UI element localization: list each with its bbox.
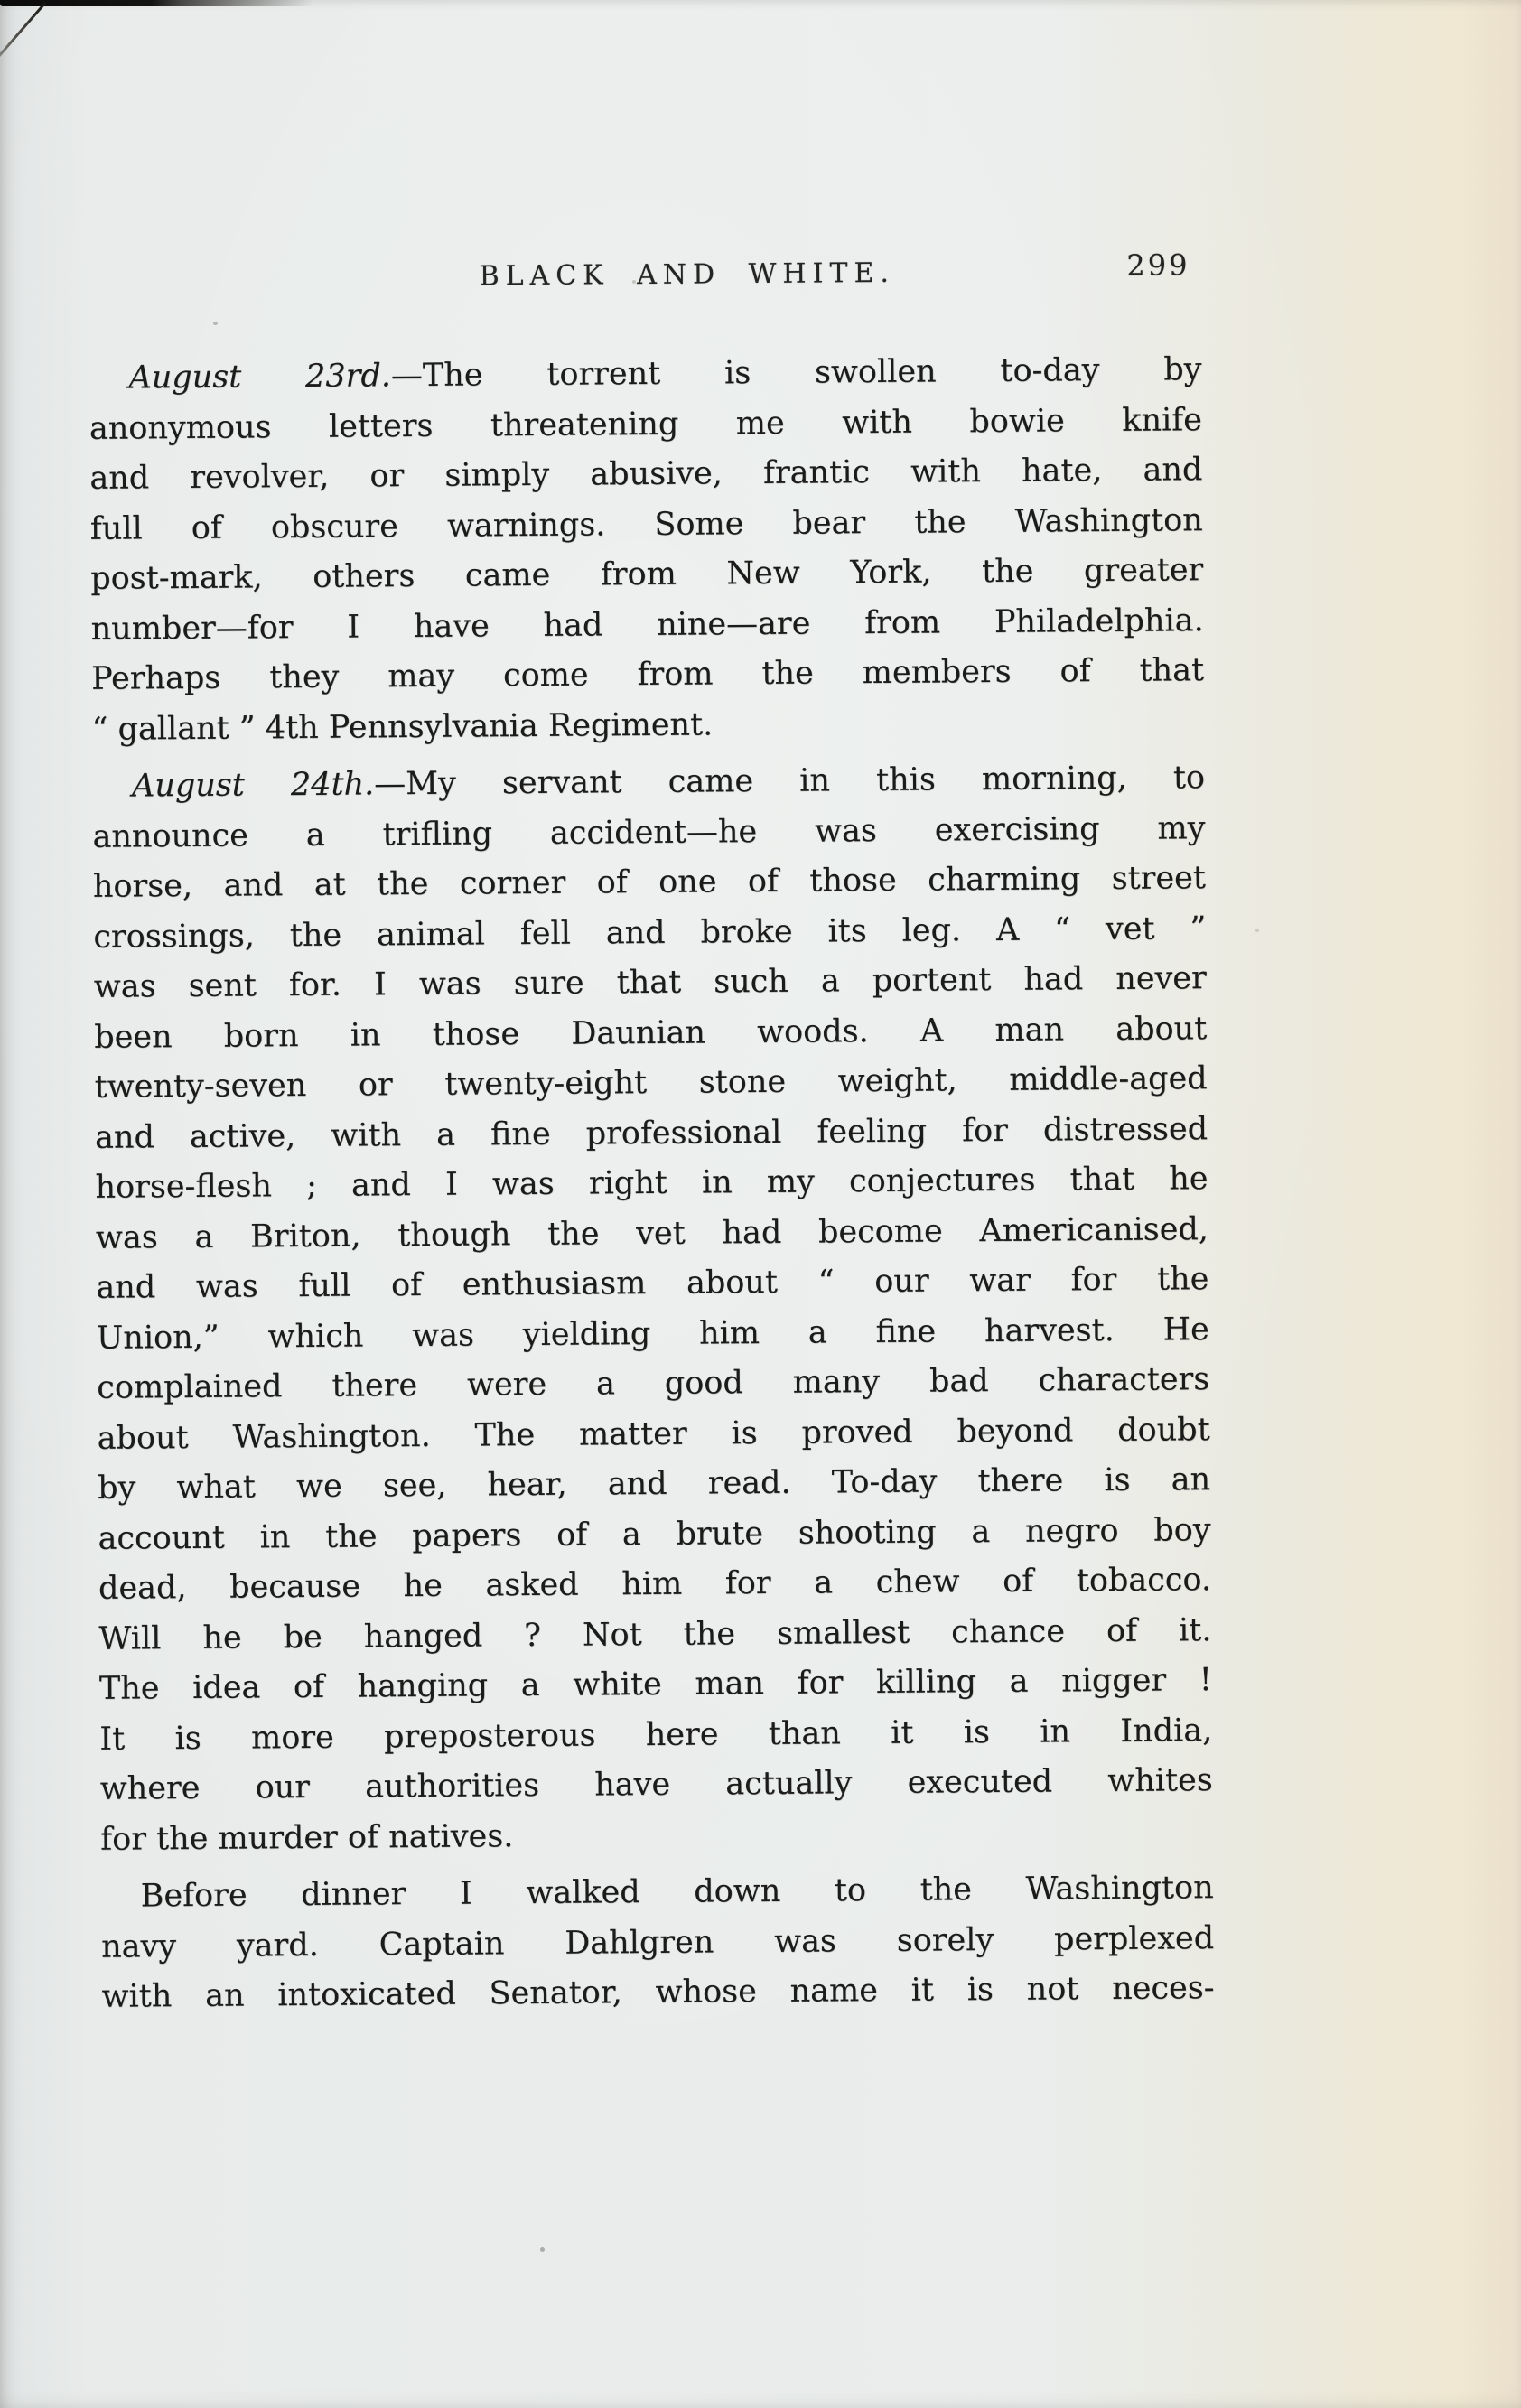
- text-line: announce a trifling accident—he was exercising my: [92, 809, 1206, 855]
- text-line: been born in those Daunian woods. A man about: [94, 1010, 1208, 1056]
- text-line: crossings, the animal fell and broke its leg. A “ vet ”: [93, 910, 1207, 956]
- paper-speck: [1255, 929, 1259, 932]
- text-line-rest: —The torrent is swollen to-day by: [390, 351, 1202, 395]
- text-line: horse-flesh ; and I was right in my conjectures that he: [95, 1161, 1208, 1206]
- text-line: and revolver, or simply abusive, frantic with hate, and: [89, 452, 1203, 497]
- page-header: [88, 247, 1200, 298]
- text-line: “ gallant ” 4th Pennsylvania Regiment.: [91, 705, 714, 748]
- text-line: Union,” which was yielding him a fine harvest. He: [96, 1311, 1209, 1357]
- page-content: [86, 0, 1215, 2022]
- text-line-rest: —My servant came in this morning, to: [374, 760, 1206, 803]
- text-block: [89, 345, 1214, 2022]
- text-line: number—for I have had nine—are from Philadelphia.: [90, 602, 1204, 648]
- text-line: about Washington. The matter is proved beyond doubt: [97, 1411, 1210, 1457]
- text-line: account in the papers of a brute shooting a negro boy: [98, 1511, 1211, 1557]
- text-line: and active, with a fine professional feeling for distressed: [94, 1110, 1208, 1156]
- text-line: complained there were a good many bad characters: [97, 1361, 1210, 1406]
- text-line: [89, 345, 1201, 404]
- text-line: post-mark, others came from New York, the greater: [90, 552, 1204, 597]
- text-line: Will he be hanged ? Not the smallest chance of it.: [98, 1611, 1212, 1657]
- text-line: The idea of hanging a white man for killing a nigger !: [98, 1662, 1213, 1707]
- scan-crack-mark: [0, 2, 46, 63]
- paper-speck: [540, 2247, 545, 2252]
- text-line: with an intoxicated Senator, whose name it is not neces-: [101, 1970, 1215, 2015]
- page-number: 299: [1126, 247, 1190, 283]
- text-line: It is more preposterous here than it is in India,: [99, 1712, 1213, 1758]
- text-line: was a Briton, though the vet had become Americanised,: [95, 1210, 1209, 1256]
- text-line: where our authorities have actually executed whites: [99, 1762, 1213, 1807]
- text-line: dead, because he asked him for a chew of tobacco.: [98, 1562, 1212, 1607]
- paragraph-august-24: [92, 753, 1214, 1865]
- paragraph-before-dinner: [100, 1863, 1214, 2022]
- text-line: and was full of enthusiasm about “ our war for the: [96, 1261, 1209, 1306]
- entry-date: August 23rd.: [128, 358, 392, 397]
- paragraph-august-23: [89, 345, 1204, 755]
- text-line: was sent for. I was sure that such a portent had never: [93, 960, 1207, 1005]
- text-line: [92, 753, 1205, 812]
- text-line: navy yard. Captain Dahlgren was sorely perplexed: [100, 1919, 1215, 1965]
- text-line: full of obscure warnings. Some bear the Washington: [89, 501, 1203, 547]
- text-line: anonymous letters threatening me with bowie knife: [89, 401, 1203, 447]
- entry-date: August 24th.: [131, 766, 375, 805]
- text-line: twenty-seven or twenty-eight stone weight, middle-aged: [94, 1060, 1208, 1106]
- text-line: by what we see, hear, and read. To-day there is an: [97, 1461, 1211, 1507]
- text-line-rest: Before dinner I walked down to the Washington: [140, 1870, 1214, 1915]
- text-line: Perhaps they may come from the members of that: [90, 652, 1205, 697]
- text-line: horse, and at the corner of one of those charming street: [92, 860, 1207, 905]
- text-line: [100, 1863, 1213, 1922]
- running-title: BLACK AND WHITE.: [479, 257, 896, 293]
- text-line: for the murder of natives.: [100, 1817, 514, 1858]
